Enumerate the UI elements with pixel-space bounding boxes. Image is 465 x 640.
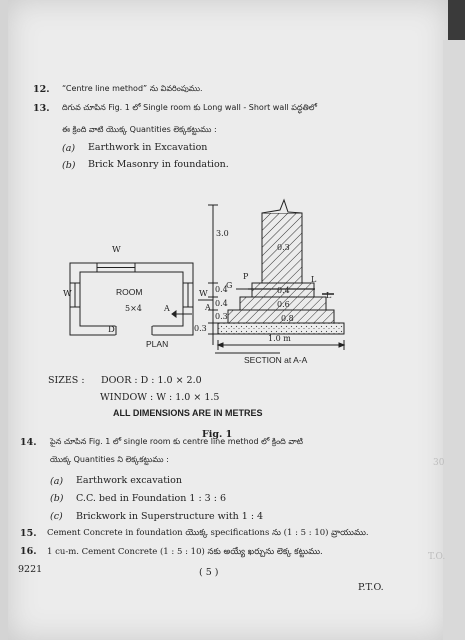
section-cc-bed: [218, 323, 344, 334]
q13-b-label: (b): [62, 160, 76, 171]
section-dim-0-3a: 0.3: [215, 312, 228, 321]
plan-label-w-right: W: [199, 289, 208, 299]
q14-a-text: Earthwork excavation: [76, 475, 182, 486]
dimensions-note: ALL DIMENSIONS ARE IN METRES: [113, 408, 263, 418]
plan-room-label: ROOM: [116, 287, 143, 297]
section-dim-wall: 0.3: [277, 243, 290, 252]
ghost-number: 30: [433, 458, 445, 468]
q15-number: 15.: [20, 528, 37, 539]
plan-room-size: 5×4: [125, 304, 142, 313]
q14-c-label: (c): [50, 511, 63, 522]
plan-section-a2: A: [205, 303, 211, 312]
figure-caption: Fig. 1: [202, 429, 233, 440]
plan-inner-wall: [80, 272, 183, 326]
q13-a-text: Earthwork in Excavation: [88, 142, 208, 153]
section-width-0-6: 0.6: [277, 300, 290, 309]
plan-section-a1: A: [164, 304, 170, 313]
section-title: SECTION at A-A: [244, 355, 308, 365]
q12-text: “Centre line method” ను వివరింపుము.: [62, 84, 203, 93]
q13-line1: దిగువ చూపిన Fig. 1 లో Single room కు Long wall - Short wall పద్ధతిలో: [62, 103, 318, 112]
section-dim-3-0: 3.0: [216, 229, 229, 238]
section-label-g: G: [226, 281, 233, 290]
section-label-l1: L: [311, 275, 317, 284]
plan-view: [70, 263, 213, 335]
section-base-width: 1.0 m: [268, 334, 291, 343]
section-dim-0-4a: 0.4: [215, 285, 228, 294]
section-label-p: P: [243, 272, 249, 281]
page-number: ( 5 ): [199, 567, 219, 578]
q13-line2: ఈ క్రింది వాటి యొక్క Quantities లెక్కకట్టుము :: [62, 125, 217, 134]
sizes-label: SIZES :: [48, 375, 85, 386]
pto-label: P.T.O.: [358, 582, 384, 593]
q13-number: 13.: [33, 103, 50, 114]
q14-b-label: (b): [50, 493, 64, 504]
plan-door-label: D: [108, 325, 115, 335]
q14-b-text: C.C. bed in Foundation 1 : 3 : 6: [76, 493, 227, 504]
ghost-pto: T.O.: [428, 552, 446, 562]
section-label-l2: L: [326, 291, 332, 300]
sizes-window: WINDOW : W : 1.0 × 1.5: [100, 392, 220, 403]
section-dim-0-4b: 0.4: [215, 299, 228, 308]
plan-label-w-left: W: [63, 289, 72, 299]
q16-number: 16.: [20, 546, 37, 557]
plan-label-w-top: W: [112, 245, 121, 255]
q14-number: 14.: [20, 437, 37, 448]
plan-outer-wall: [70, 263, 193, 335]
paper-code: 9221: [18, 564, 43, 575]
q14-line2: యొక్క Quantities ని లెక్కకట్టుము :: [50, 455, 169, 464]
section-dim-0-3b: 0.3: [194, 324, 207, 333]
q12-number: 12.: [33, 84, 50, 95]
section-width-0-8: 0.8: [281, 314, 294, 323]
q13-a-label: (a): [62, 143, 76, 154]
q14-c-text: Brickwork in Superstructure with 1 : 4: [76, 511, 264, 522]
sizes-door: DOOR : D : 1.0 × 2.0: [101, 375, 202, 386]
q13-b-text: Brick Masonry in foundation.: [88, 159, 229, 170]
plan-title: PLAN: [146, 339, 169, 349]
plan-door-opening: [116, 326, 152, 335]
section-view: [208, 200, 344, 353]
q16-text: 1 cu-m. Cement Concrete (1 : 5 : 10) నకు అయ్యే ఖర్చును లెక్క కట్టుము.: [47, 547, 323, 557]
q15-text: Cement Concrete in foundation యొక్క specifications ను (1 : 5 : 10) వ్రాయుము.: [47, 528, 369, 538]
q14-line1: పైన చూపిన Fig. 1 లో single room కు centre line method లో క్రింది వాటి: [50, 437, 303, 446]
q14-a-label: (a): [50, 476, 64, 487]
section-width-0-4: 0.4: [277, 286, 290, 295]
